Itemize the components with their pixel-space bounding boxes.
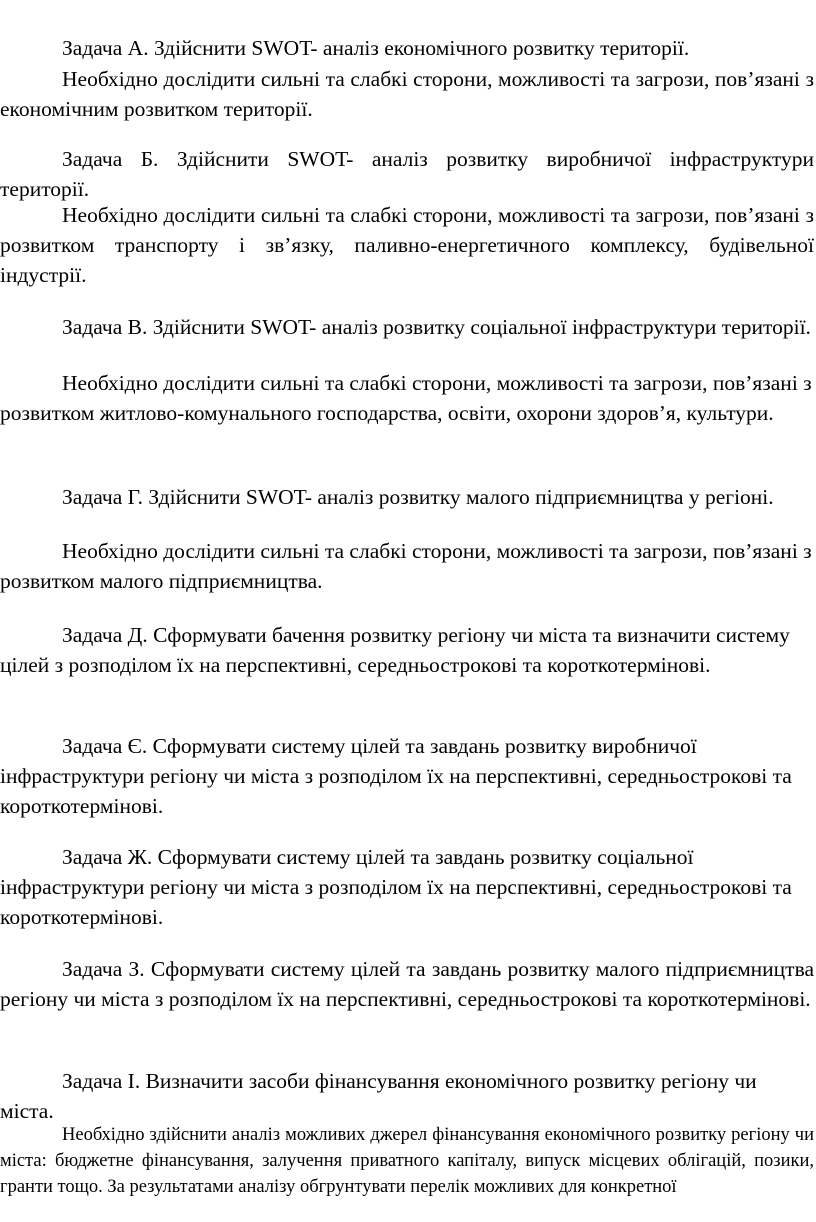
task-a-description: Необхідно дослідити сильні та слабкі сторони, можливості та загрози, пов’язані з економічним розвитком території.	[0, 67, 814, 121]
task-b-description: Необхідно дослідити сильні та слабкі сторони, можливості та загрози, пов’язані з розвитком транспорту і зв’язку, паливно-енергетичного комплексу, будівельної індустрії.	[0, 203, 814, 287]
task-v-description: Необхідно дослідити сильні та слабкі сторони, можливості та загрози, пов’язані з розвитком житлово-комунального господарства, освіти, охорони здоров’я, культури.	[0, 371, 812, 425]
task-g-description: Необхідно дослідити сильні та слабкі сторони, можливості та загрози, пов’язані з розвитком малого підприємництва.	[0, 539, 812, 593]
task-i-heading: Задача І. Визначити засоби фінансування економічного розвитку регіону чи міста.	[0, 1069, 757, 1123]
task-ye-text: Задача Є. Сформувати систему цілей та завдань розвитку виробничої інфраструктури регіону чи міста з розподілом їх на перспективні, середньострокові та короткотермінові.	[0, 734, 792, 818]
task-v-heading: Задача В. Здійснити SWOT- аналіз розвитку соціальної інфраструктури території.	[62, 315, 811, 339]
task-i-description: Необхідно здійснити аналіз можливих джерел фінансування економічного розвитку регіону чи міста: бюджетне фінансування, залучення приватного капіталу, випуск місцевих облігацій, позики, гранти тощо. За результатами аналізу обгрунтувати перелік можливих для конкретної	[0, 1125, 814, 1197]
task-z-text: Задача З. Сформувати систему цілей та завдань розвитку малого підприємництва регіону чи міста з розподілом їх на перспективні, середньострокові та короткотермінові.	[0, 957, 814, 1011]
task-zh-text: Задача Ж. Сформувати систему цілей та завдань розвитку соціальної інфраструктури регіону чи міста з розподілом їх на перспективні, середньострокові та короткотермінові.	[0, 845, 792, 929]
task-b-heading: Задача Б. Здійснити SWOT- аналіз розвитку виробничої інфраструктури території.	[0, 147, 814, 201]
task-g-heading: Задача Г. Здійснити SWOT- аналіз розвитку малого підприємництва у регіоні.	[62, 485, 774, 509]
task-d-text: Задача Д. Сформувати бачення розвитку регіону чи міста та визначити систему цілей з розподілом їх на перспективні, середньострокові та короткотермінові.	[0, 623, 790, 677]
task-a-heading: Задача А. Здійснити SWOT- аналіз економічного розвитку території.	[62, 36, 690, 60]
